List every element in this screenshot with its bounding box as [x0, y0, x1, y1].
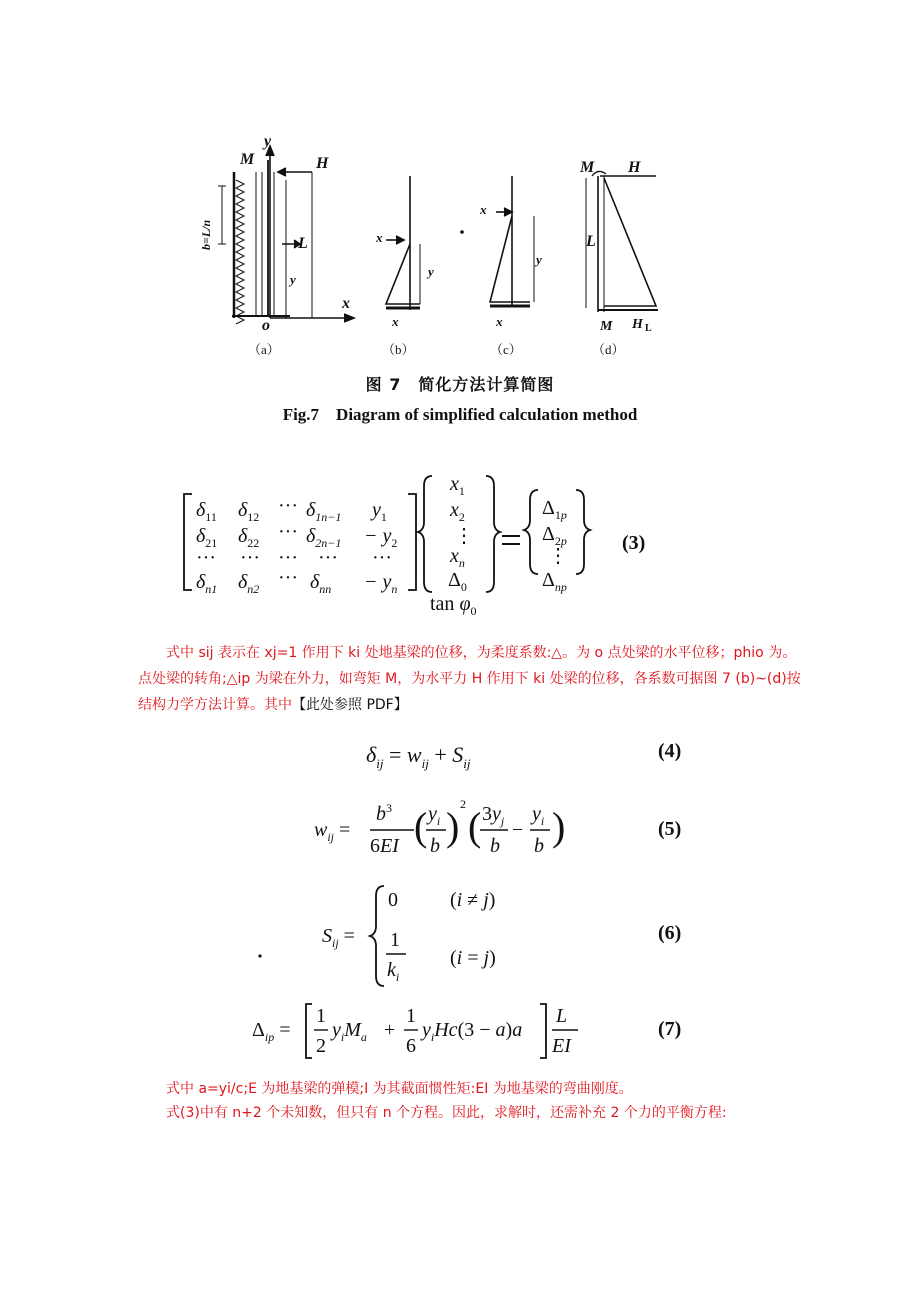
svg-text:(i ≠ j): (i ≠ j): [450, 889, 496, 911]
svg-text:Δ2p: $\Delta_2p$: [542, 523, 567, 548]
svg-text:6: 6: [406, 1035, 416, 1057]
svg-text:Δ1p: $\Delta_1p$: [542, 497, 567, 522]
svg-text:wij =: $w_{ij}$ =: [314, 819, 351, 844]
equation-4: [360, 732, 560, 776]
label-yi-b: y: [428, 264, 434, 279]
svg-text:(i = j): (i = j): [450, 947, 496, 969]
svg-text:yiHc(3 − a)a: $y_iHc(3 - a)a$: [422, 1019, 523, 1044]
svg-text:···: ···: [278, 567, 298, 589]
svg-text:− y2: − $y_2$: [364, 525, 398, 550]
svg-text:xn: $x_n$: [450, 545, 465, 570]
svg-text:Δip =: $\Delta_{ip}$ =: [252, 1019, 291, 1044]
svg-text:+: +: [384, 1019, 396, 1041]
svg-text:L: L: [556, 1005, 568, 1027]
svg-text:δij = wij + Sij: $\delta_{ij} = w_{ij} + S_{ij}$: [366, 742, 471, 771]
equation-7: [248, 996, 608, 1066]
label-xj-c-bottom: x: [496, 314, 503, 329]
svg-text:1: 1: [406, 1005, 416, 1027]
label-origin: o: [262, 317, 270, 334]
svg-text:): ): [552, 804, 566, 849]
svg-text:···: ···: [278, 495, 298, 517]
equation-5-number: (5): [658, 818, 682, 840]
panel-c-diagram: [461, 176, 534, 306]
svg-text:(: (: [414, 804, 428, 849]
paragraph-unknowns: 式(3)中有 n+2 个未知数，但只有 n 个方程。因此，求解时，还需补充 2 个力的平衡方程:: [166, 1105, 727, 1121]
paragraph-coefficients: 式中 sij 表示在 xj=1 作用下 ki 处地基梁的位移，为柔度系数:△。为 o 点处梁的水平位移；phio 为。点处梁的转角;△ip 为梁在外力，如弯矩 M，为水平力 H 作用下 ki 处梁的位移，各系数可据图 7 (b)~(d)按结构力学方法计算。其中【此处参照 PDF】: [138, 645, 801, 713]
equation-5: [310, 794, 590, 864]
svg-text:δ21: $\delta_{21}$: [196, 525, 218, 550]
label-y-axis: y: [264, 133, 272, 150]
label-HL-sub: L: [645, 323, 652, 334]
label-L-a: L: [298, 235, 308, 252]
svg-text:···: ···: [196, 547, 216, 569]
svg-text:): ): [446, 804, 460, 849]
svg-text:···: ···: [278, 547, 298, 569]
svg-text:1: 1: [316, 1005, 326, 1027]
svg-text:δ12: $\delta_{12}$: [238, 499, 260, 524]
svg-text:x1: $x_1$: [450, 473, 465, 498]
svg-text:yi: $y_i$: [532, 803, 545, 828]
label-xi-b: x: [376, 230, 383, 245]
svg-text:δ1n−1: $\delta_{1n-1}$: [306, 499, 342, 524]
svg-text:δn1: $\delta_{n1}$: [196, 571, 218, 596]
svg-text:⋮: ⋮: [454, 525, 474, 547]
svg-text:b3: $b^3$: [376, 801, 392, 825]
svg-text:δn2: $\delta_{n2}$: [238, 571, 260, 596]
label-M-a: M: [240, 151, 255, 168]
svg-text:b: b: [430, 835, 440, 857]
label-M-d-bottom: M: [600, 319, 613, 334]
svg-text:δ2n−1: $\delta_{2n-1}$: [306, 525, 342, 550]
label-HL-d: H: [632, 317, 643, 332]
svg-text:δ11: $\delta_{11}$: [196, 499, 217, 524]
paragraph-symbols: 式中 a=yi/c;E 为地基梁的弹模;I 为其截面惯性矩:EI 为地基梁的弯曲刚度。: [166, 1081, 633, 1097]
label-M-d: M: [580, 159, 595, 176]
svg-text:···: ···: [240, 547, 260, 569]
equation-3-number: (3): [622, 532, 646, 554]
equation-4-number: (4): [658, 740, 682, 762]
label-H-d: H: [628, 159, 641, 176]
svg-text:···: ···: [318, 547, 338, 569]
svg-text:0: 0: [388, 889, 398, 911]
svg-text:Δnp: $\Delta_{np}$: [542, 569, 567, 594]
panel-label-d: （d）: [592, 342, 625, 357]
label-yi-a: y: [290, 272, 296, 287]
svg-text:1: 1: [390, 929, 400, 951]
svg-text:δ22: $\delta_{22}$: [238, 525, 260, 550]
svg-text:3yj: $3y_j$: [482, 803, 505, 828]
panel-label-c: （c）: [490, 342, 522, 357]
equation-6: [250, 872, 540, 992]
svg-text:− yn: − $y_n$: [364, 571, 398, 596]
panel-label-a: （a）: [248, 342, 280, 357]
svg-text:2: 2: [460, 797, 466, 811]
equation-3: [0, 460, 920, 620]
panel-a-diagram: [218, 146, 354, 324]
svg-text:δnn: $\delta_{nn}$: [310, 571, 332, 596]
figure-7: [0, 0, 920, 370]
equation-6-number: (6): [658, 922, 682, 944]
panel-d-diagram: [586, 171, 658, 312]
label-xi-b-bottom: x: [392, 314, 399, 329]
label-yj-c: y: [536, 252, 542, 267]
svg-text:ki: $k_i$: [387, 959, 400, 984]
svg-text:2: 2: [316, 1035, 326, 1057]
equation-7-number: (7): [658, 1018, 682, 1040]
svg-text:yi: $y_i$: [428, 803, 441, 828]
svg-text:b: b: [534, 835, 544, 857]
svg-text:···: ···: [278, 521, 298, 543]
svg-text:⋮: ⋮: [548, 545, 568, 567]
svg-text:b: b: [490, 835, 500, 857]
svg-text:···: ···: [372, 547, 392, 569]
svg-text:y1: $y_1$: [372, 499, 387, 524]
pdf-reference-note: 【此处参照 PDF】: [292, 697, 408, 713]
svg-text:yiMa: $y_iM_a$: [332, 1019, 367, 1044]
svg-text:tan φ0: $\tan \varphi_0$: [430, 593, 477, 618]
panel-b-diagram: [386, 176, 420, 310]
svg-text:6EI: 6EI: [370, 835, 399, 857]
label-L-d: L: [586, 233, 596, 250]
label-H-a: H: [316, 155, 329, 172]
figure-caption-zh: 图 7 简化方法计算简图: [365, 375, 555, 394]
label-x-axis: x: [342, 295, 350, 312]
svg-text:Δ0: $\Delta_0$: [448, 569, 467, 594]
svg-text:Sij =: $S_{ij}$ =: [322, 925, 355, 950]
svg-text:EI: EI: [552, 1035, 571, 1057]
label-xj-c: x: [480, 202, 487, 217]
label-b-eq: b=L/n: [199, 219, 213, 250]
svg-text:x2: $x_2$: [450, 499, 465, 524]
figure-caption-en: Fig.7 Diagram of simplified calculation method: [282, 405, 638, 424]
svg-text:(: (: [468, 804, 482, 849]
svg-text:−: −: [512, 819, 524, 841]
panel-label-b: （b）: [382, 342, 415, 357]
